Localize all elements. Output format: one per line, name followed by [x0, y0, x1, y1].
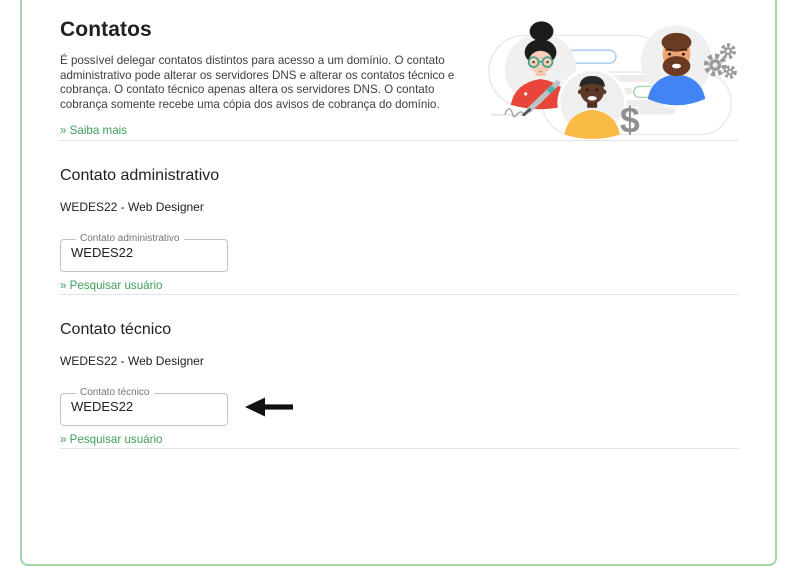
contacts-illustration — [481, 14, 739, 140]
tech-current-contact: WEDES22 - Web Designer — [60, 354, 204, 368]
admin-contact-section — [60, 167, 739, 294]
contacts-description: É possível delegar contatos distintos para acesso a um domínio. O contato administrativo pode alterar os servidores DNS e alterar os contatos técnico e cobrança. O contato técnico apenas altera os servidores DNS. O contato cobrança somente recebe uma cópia dos avisos de cobrança do domínio. — [60, 54, 455, 112]
tech-contact-field-label: Contato técnico — [80, 387, 150, 398]
tech-contact-section — [60, 321, 739, 448]
page-title: Contatos — [60, 18, 152, 41]
tech-contact-field — [60, 388, 228, 426]
admin-contact-field-label: Contato administrativo — [80, 233, 180, 244]
tech-contact-input[interactable] — [71, 398, 217, 414]
contacts-header-text — [60, 18, 481, 139]
section-divider — [60, 448, 739, 449]
admin-section-title: Contato administrativo — [60, 167, 220, 184]
admin-current-contact: WEDES22 - Web Designer — [60, 200, 204, 214]
learn-more-link[interactable]: » Saiba mais — [60, 123, 128, 137]
tech-search-user-link[interactable]: » Pesquisar usuário — [60, 433, 163, 446]
section-divider — [60, 140, 739, 141]
bearded-man-figure — [641, 25, 712, 105]
admin-contact-input[interactable] — [71, 244, 217, 260]
admin-search-user-link[interactable]: » Pesquisar usuário — [60, 279, 163, 292]
contacts-panel — [20, 0, 777, 566]
arrow-left-icon — [245, 396, 295, 418]
admin-contact-field — [60, 234, 228, 272]
section-divider — [60, 294, 739, 295]
dollar-icon: $ — [619, 100, 640, 140]
tech-section-title: Contato técnico — [60, 321, 172, 338]
contacts-panel-content — [22, 0, 775, 449]
contacts-header — [60, 18, 739, 140]
